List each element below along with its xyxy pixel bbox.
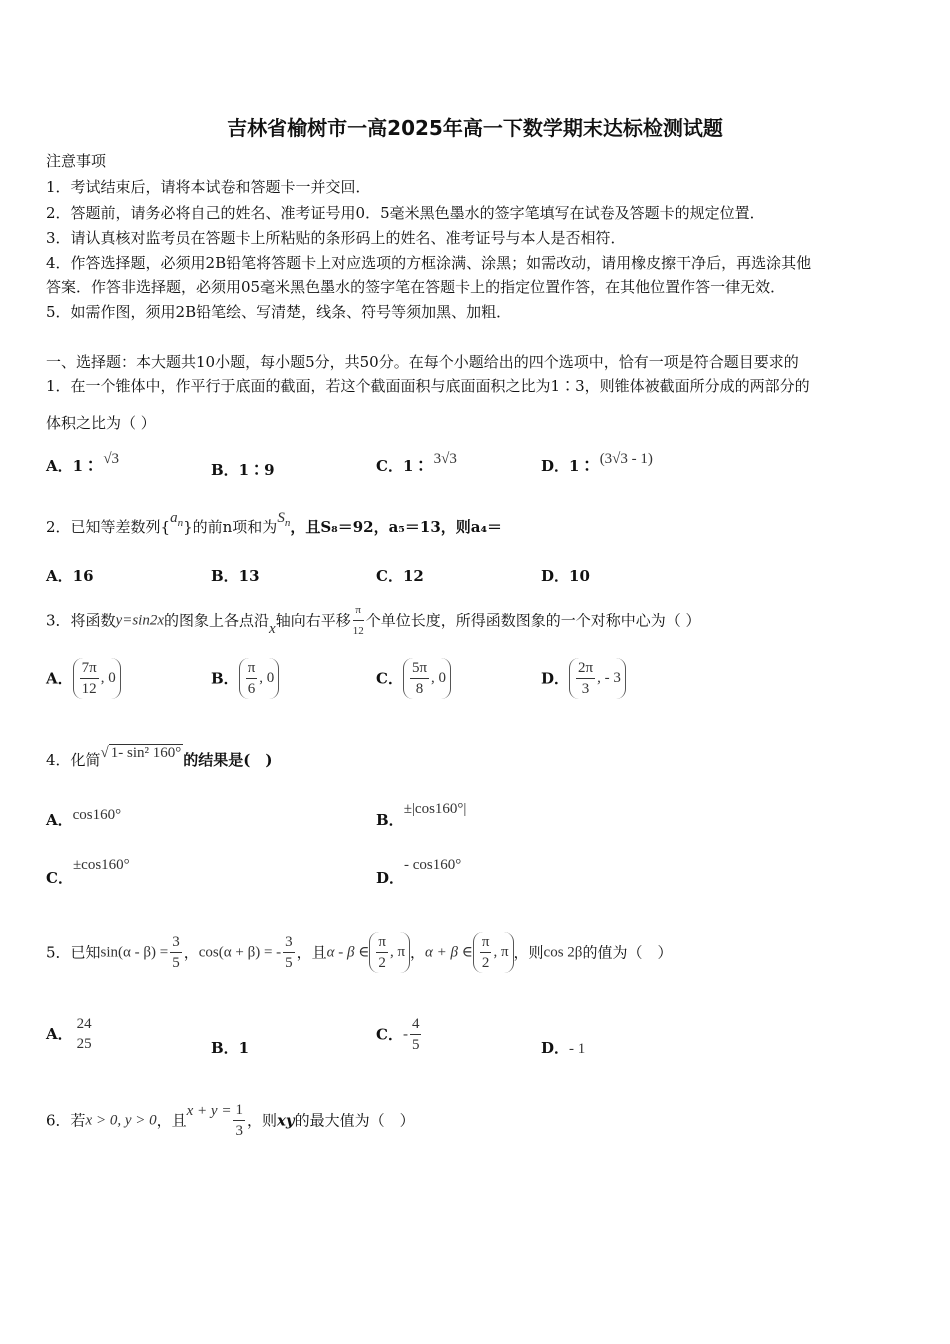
notice-item-4-cont: 答案．作答非选择题，必须用05毫米黑色墨水的签字笔在答题卡上的指定位置作答，在其他位置作答一律无效． xyxy=(46,278,786,296)
q1-option-b[interactable]: B．1∶9 xyxy=(211,461,275,479)
q4-option-d[interactable]: D．- cos160° xyxy=(376,857,462,887)
notice-heading: 注意事项 xyxy=(46,152,107,170)
q3-option-a[interactable]: A． $\frac{7\pi}{12}$ , 0 xyxy=(46,658,121,699)
q5-option-a[interactable]: A． 24 25 xyxy=(46,1016,92,1052)
q1-stem: 1．在一个锥体中，作平行于底面的截面，若这个截面面积与底面面积之比为1∶3，则锥体被截面所分成的两部分的 xyxy=(46,377,810,395)
q5-option-c[interactable]: C．- $\frac{4}{5}$ xyxy=(376,1016,420,1053)
q2-option-d[interactable]: D．10 xyxy=(541,567,590,585)
q3-stem: 3．将函数y=sin2x的图象上各点沿x轴向右平移 $\frac{\pi}{12}$ 个单位长度，所得函数图象的一个对称中心为（ ） xyxy=(46,600,700,641)
q5-stem: 5．已知sin(α - β) = $\frac{3}{5}$ ，cos(α + β) = - $\frac{3}{5}$ ，且α - β ∈ $\frac{\pi}{2}$ , π ，α + β ∈ $\frac{\pi}{2}$ , π ，则cos 2β的值为（ ） xyxy=(46,934,673,971)
q4-option-b[interactable]: B．±|cos160°| xyxy=(376,801,467,829)
page-title: 吉林省榆树市一高2025年高一下数学期末达标检测试题 xyxy=(227,116,723,140)
notice-item-3: 3．请认真核对监考员在答题卡上所粘贴的条形码上的姓名、准考证号与本人是否相符． xyxy=(46,229,626,247)
section-heading: 一、选择题：本大题共10小题，每小题5分，共50分。在每个小题给出的四个选项中，恰有一项是符合题目要求的 xyxy=(46,353,799,371)
q3-option-d[interactable]: D． $\frac{2\pi}{3}$ , - 3 xyxy=(541,658,626,699)
notice-item-5: 5．如需作图，须用2B铅笔绘、写清楚，线条、符号等须加黑、加粗． xyxy=(46,303,512,321)
q6-stem: 6．若x > 0, y > 0，且x + y = $\frac{1}{3}$ ，则xy的最大值为（ ） xyxy=(46,1102,415,1139)
q2-option-a[interactable]: A．16 xyxy=(46,567,94,585)
notice-item-4: 4．作答选择题，必须用2B铅笔将答题卡上对应选项的方框涂满、涂黑；如需改动，请用橡皮擦干净后，再选涂其他 xyxy=(46,254,812,272)
q4-option-c[interactable]: C．±cos160° xyxy=(46,857,130,887)
q4-stem: 4．化简√ 1- sin² 160° 的结果是( ) xyxy=(46,745,273,769)
q5-option-b[interactable]: B．1 xyxy=(211,1039,250,1057)
notice-item-1: 1．考试结束后，请将本试卷和答题卡一并交回． xyxy=(46,178,371,196)
q2-option-b[interactable]: B．13 xyxy=(211,567,260,585)
q1-option-d[interactable]: D．1∶ (3√3 - 1) xyxy=(541,451,653,475)
notice-item-2: 2．答题前，请务必将自己的姓名、准考证号用0．5毫米黑色墨水的签字笔填写在试卷及答题卡的规定位置． xyxy=(46,204,765,222)
q4-option-a[interactable]: A．cos160° xyxy=(46,807,122,829)
q2-stem: 2．已知等差数列$\{a_n\}$的前n项和为$S_n$，且S₈＝92，a₅＝13，则a₄＝ xyxy=(46,510,503,536)
q1-stem-cont: 体积之比为（ ） xyxy=(46,414,156,432)
q1-option-a[interactable]: A．1∶ √3 xyxy=(46,451,120,475)
q3-option-b[interactable]: B． $\frac{\pi}{6}$ , 0 xyxy=(211,658,279,699)
q5-option-d[interactable]: D．- 1 xyxy=(541,1039,586,1057)
q3-option-c[interactable]: C． $\frac{5\pi}{8}$ , 0 xyxy=(376,658,451,699)
q2-option-c[interactable]: C．12 xyxy=(376,567,424,585)
q1-option-c[interactable]: C．1∶ 3√3 xyxy=(376,451,457,475)
